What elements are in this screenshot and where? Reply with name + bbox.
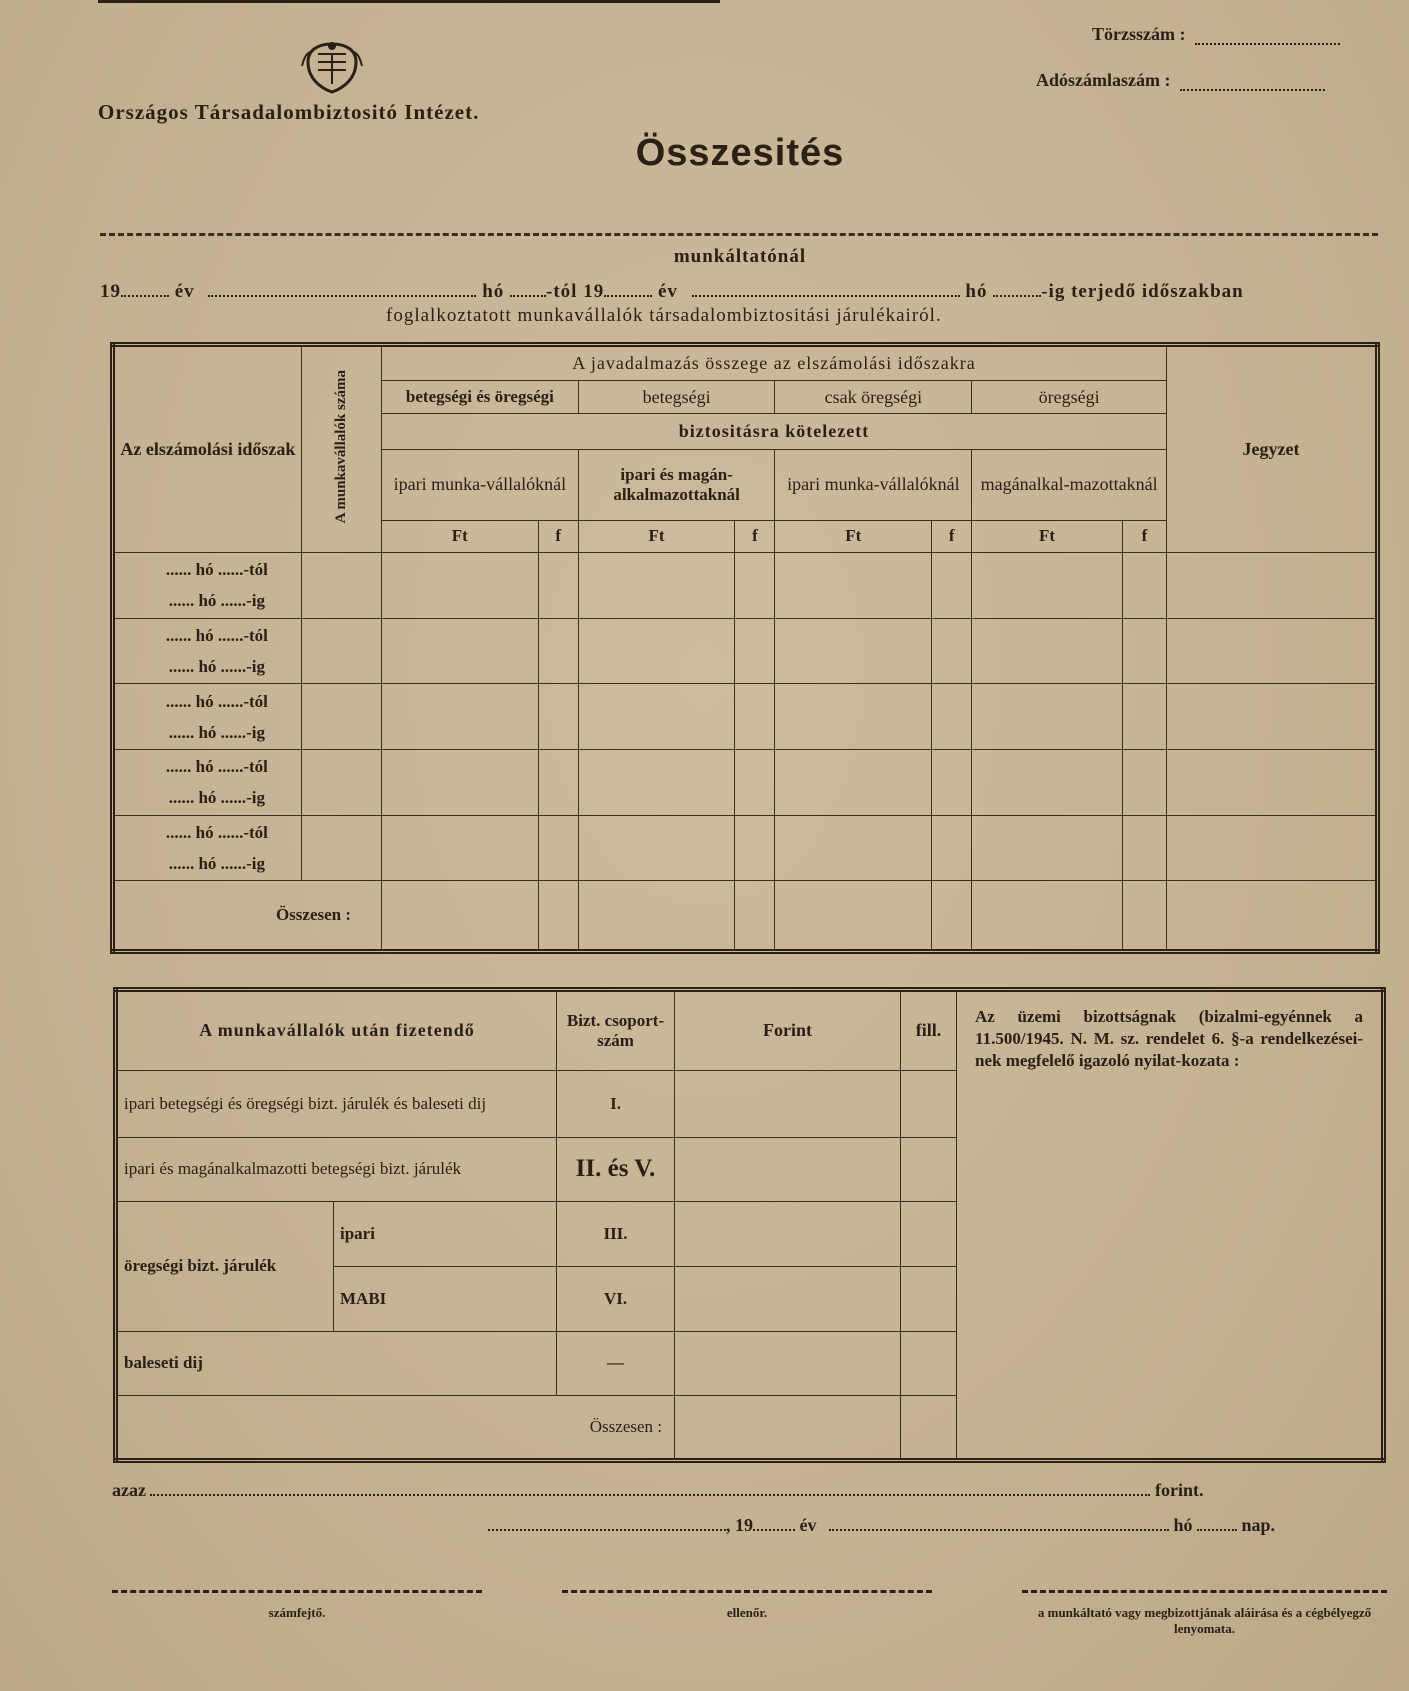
cell[interactable] xyxy=(578,553,735,619)
row-label: ipari és magánalkalmazotti betegségi bizt. járulék xyxy=(116,1137,557,1202)
cell[interactable] xyxy=(382,815,539,881)
sub-row-label: MABI xyxy=(334,1266,557,1331)
fill-cell[interactable] xyxy=(901,1202,957,1267)
col-industrial-workers-2: ipari munka-vállalóknál xyxy=(775,450,972,521)
year-prefix-2: 19 xyxy=(583,281,605,302)
forint-label: forint. xyxy=(1154,1480,1204,1500)
month-to-blank[interactable] xyxy=(692,283,960,297)
cell[interactable] xyxy=(382,684,539,750)
tax-account-label: Adószámlaszám : xyxy=(1036,70,1171,90)
cell[interactable] xyxy=(1122,618,1166,684)
col-note-header: Jegyzet xyxy=(1167,345,1378,553)
institute-name: Országos Társadalombiztositó Intézet. xyxy=(98,100,480,124)
ho-label: hó xyxy=(482,281,505,302)
employer-label: munkáltatónál xyxy=(673,246,807,267)
amount-in-words-blank[interactable] xyxy=(150,1482,1150,1496)
group-number: II. és V. xyxy=(557,1137,675,1202)
cell[interactable] xyxy=(735,815,775,881)
row-label: öregségi bizt. járulék xyxy=(116,1202,334,1331)
forint-cell[interactable] xyxy=(675,1202,901,1267)
period-line xyxy=(100,281,1380,303)
tax-account-line[interactable] xyxy=(1180,89,1325,91)
registry-number-field[interactable] xyxy=(1092,24,1340,45)
col-industrial-private: ipari és magán-alkalmazottaknál xyxy=(578,450,775,521)
cell[interactable] xyxy=(735,553,775,619)
signature-label: számfejtő. xyxy=(268,1605,326,1620)
remuneration-table xyxy=(110,342,1380,954)
f-header-3: f xyxy=(932,520,972,552)
total-fill-cell[interactable] xyxy=(901,1396,957,1461)
total-cell[interactable] xyxy=(972,881,1123,952)
cell[interactable] xyxy=(775,815,932,881)
total-cell[interactable] xyxy=(1167,881,1378,952)
total-row xyxy=(113,881,1378,952)
contribution-table xyxy=(113,987,1386,1463)
table-row xyxy=(113,815,1378,881)
year-to-blank[interactable] xyxy=(604,283,652,297)
group-number: I. xyxy=(557,1070,675,1137)
cell[interactable] xyxy=(538,618,578,684)
col-workers-label: A munkavállalók száma xyxy=(333,370,350,524)
fill-cell[interactable] xyxy=(901,1331,957,1396)
cell[interactable] xyxy=(972,815,1123,881)
cell[interactable] xyxy=(972,749,1123,815)
cell[interactable] xyxy=(932,749,972,815)
tax-account-field[interactable] xyxy=(1036,70,1325,91)
table-row xyxy=(113,749,1378,815)
sub-header-1: betegségi és öregségi xyxy=(382,381,579,413)
period-from: ...... hó ......-tól xyxy=(165,560,268,580)
total-cell[interactable] xyxy=(932,881,972,952)
sub-header-3: csak öregségi xyxy=(775,381,972,413)
cell[interactable] xyxy=(735,618,775,684)
ev-label-2: év xyxy=(657,281,678,302)
cell[interactable] xyxy=(1167,684,1378,750)
period-from: ...... hó ......-tól xyxy=(165,691,268,711)
fill-cell[interactable] xyxy=(901,1137,957,1202)
cell[interactable] xyxy=(301,815,381,881)
ft-header-1: Ft xyxy=(382,520,539,552)
table-row xyxy=(113,684,1378,750)
period-to: ...... hó ......-ig xyxy=(168,788,266,808)
forint-header: Forint xyxy=(675,990,901,1071)
group-number: III. xyxy=(557,1202,675,1267)
cell[interactable] xyxy=(578,618,735,684)
cell[interactable] xyxy=(1167,553,1378,619)
row-label: ipari betegségi és öregségi bizt. járulék és baleseti dij xyxy=(116,1070,557,1137)
cell[interactable] xyxy=(972,553,1123,619)
signature-payroll-clerk[interactable] xyxy=(112,1590,482,1621)
top-rule xyxy=(98,0,720,3)
fill-header: fill. xyxy=(901,990,957,1071)
ig-label: -ig terjedő időszakban xyxy=(1041,281,1244,302)
registry-number-line[interactable] xyxy=(1195,43,1340,45)
period-cell[interactable] xyxy=(113,618,302,684)
period-to: ...... hó ......-ig xyxy=(168,853,266,873)
cell[interactable] xyxy=(301,553,381,619)
col-private-employees: magánalkal-mazottaknál xyxy=(972,450,1167,521)
works-council-declaration[interactable]: Az üzemi bizottságnak (bizalmi-egyénnek a 11.500/1945. N. M. sz. rendelet 6. §-a rendelkezései-nek megfelelő igazoló nyilat-kozata : xyxy=(957,990,1384,1461)
group-number-header: Bizt. csoport-szám xyxy=(557,990,675,1071)
cell[interactable] xyxy=(1167,749,1378,815)
ho-label: hó xyxy=(1173,1515,1193,1535)
cell[interactable] xyxy=(1122,815,1166,881)
total-cell[interactable] xyxy=(382,881,539,952)
signature-controller[interactable] xyxy=(562,1590,932,1621)
cell[interactable] xyxy=(578,815,735,881)
place-blank[interactable] xyxy=(488,1517,726,1531)
azaz-label: azaz xyxy=(112,1480,146,1500)
cell[interactable] xyxy=(382,749,539,815)
ft-header-3: Ft xyxy=(775,520,932,552)
day-from-blank[interactable] xyxy=(510,283,546,297)
cell[interactable] xyxy=(932,684,972,750)
period-cell[interactable] xyxy=(113,815,302,881)
forint-cell[interactable] xyxy=(675,1137,901,1202)
total-cell[interactable] xyxy=(775,881,932,952)
period-from: ...... hó ......-tól xyxy=(165,822,268,842)
registry-number-label: Törzsszám : xyxy=(1092,24,1186,44)
amount-in-words-line xyxy=(112,1480,1203,1501)
period-from: ...... hó ......-tól xyxy=(165,625,268,645)
employer-name-line[interactable] xyxy=(100,233,1378,236)
total-label: Összesen : xyxy=(116,1396,675,1461)
f-header-2: f xyxy=(735,520,775,552)
cell[interactable] xyxy=(972,684,1123,750)
cell[interactable] xyxy=(382,618,539,684)
fill-cell[interactable] xyxy=(901,1070,957,1137)
tol-label: -tól xyxy=(546,281,578,302)
signature-line xyxy=(112,1590,482,1593)
cell[interactable] xyxy=(1167,618,1378,684)
cell[interactable] xyxy=(301,684,381,750)
col-workers-header xyxy=(301,345,381,553)
date-line: , 19 év hó nap. xyxy=(488,1515,1275,1536)
cell[interactable] xyxy=(538,553,578,619)
year-blank[interactable] xyxy=(753,1517,795,1531)
forint-cell[interactable] xyxy=(675,1070,901,1137)
nap-label: nap. xyxy=(1241,1515,1276,1535)
cell[interactable] xyxy=(578,749,735,815)
cell[interactable] xyxy=(775,684,932,750)
period-cell[interactable] xyxy=(113,749,302,815)
month-blank[interactable] xyxy=(829,1517,1169,1531)
cell[interactable] xyxy=(1122,749,1166,815)
cell[interactable] xyxy=(301,749,381,815)
signature-line xyxy=(562,1590,932,1593)
cell[interactable] xyxy=(932,618,972,684)
page-title: Összesités xyxy=(635,132,845,174)
signature-label: a munkáltató vagy megbizottjának aláirása és a cégbélyegző lenyomata. xyxy=(1037,1605,1372,1636)
period-to: ...... hó ......-ig xyxy=(168,722,266,742)
cell[interactable] xyxy=(538,684,578,750)
cell[interactable] xyxy=(1167,815,1378,881)
total-forint-cell[interactable] xyxy=(675,1396,901,1461)
cell[interactable] xyxy=(578,684,735,750)
signature-label: ellenőr. xyxy=(726,1605,768,1620)
ev-label: év xyxy=(174,281,195,302)
year-prefix: 19 xyxy=(735,1515,753,1535)
cell[interactable] xyxy=(301,618,381,684)
cell[interactable] xyxy=(1122,553,1166,619)
fill-cell[interactable] xyxy=(901,1266,957,1331)
signature-line xyxy=(1022,1590,1387,1593)
period-to: ...... hó ......-ig xyxy=(168,591,266,611)
year-prefix: 19 xyxy=(100,281,121,302)
table-row xyxy=(113,618,1378,684)
total-cell[interactable] xyxy=(735,881,775,952)
day-blank[interactable] xyxy=(1197,1517,1237,1531)
total-cell[interactable] xyxy=(1122,881,1166,952)
signature-employer[interactable] xyxy=(1022,1590,1387,1637)
insured-header: biztositásra kötelezett xyxy=(382,413,1167,449)
period-line-2: foglalkoztatott munkavállalók társadalombiztositási járulékairól. xyxy=(386,305,942,326)
total-label: Összesen : xyxy=(113,881,382,952)
period-from: ...... hó ......-tól xyxy=(165,757,268,777)
col-industrial-workers: ipari munka-vállalóknál xyxy=(382,450,579,521)
ev-label: év xyxy=(799,1515,817,1535)
sub-header-2: betegségi xyxy=(578,381,775,413)
payable-header: A munkavállalók után fizetendő xyxy=(116,990,557,1071)
forint-cell[interactable] xyxy=(675,1266,901,1331)
total-cell[interactable] xyxy=(538,881,578,952)
cell[interactable] xyxy=(538,749,578,815)
f-header-1: f xyxy=(538,520,578,552)
ft-header-2: Ft xyxy=(578,520,735,552)
forint-cell[interactable] xyxy=(675,1331,901,1396)
remuneration-group-header: A javadalmazás összege az elszámolási időszakra xyxy=(382,345,1167,381)
table-row xyxy=(113,553,1378,619)
cell[interactable] xyxy=(775,749,932,815)
period-to: ...... hó ......-ig xyxy=(168,656,266,676)
period-cell[interactable] xyxy=(113,553,302,619)
cell[interactable] xyxy=(775,618,932,684)
cell[interactable] xyxy=(972,618,1123,684)
sub-row-label: ipari xyxy=(334,1202,557,1267)
period-cell[interactable] xyxy=(113,684,302,750)
group-number: — xyxy=(557,1331,675,1396)
cell[interactable] xyxy=(735,684,775,750)
cell[interactable] xyxy=(735,749,775,815)
sub-header-4: öregségi xyxy=(972,381,1167,413)
month-blank[interactable] xyxy=(208,283,476,297)
row-label: baleseti dij xyxy=(116,1331,557,1396)
cell[interactable] xyxy=(775,553,932,619)
day-to-blank[interactable] xyxy=(993,283,1041,297)
cell[interactable] xyxy=(382,553,539,619)
year-blank[interactable] xyxy=(121,283,169,297)
col-period-header: Az elszámolási időszak xyxy=(113,345,302,553)
cell[interactable] xyxy=(538,815,578,881)
group-number: VI. xyxy=(557,1266,675,1331)
ho-label-2: hó xyxy=(965,281,988,302)
cell[interactable] xyxy=(932,815,972,881)
ft-header-4: Ft xyxy=(972,520,1123,552)
total-cell[interactable] xyxy=(578,881,735,952)
f-header-4: f xyxy=(1122,520,1166,552)
cell[interactable] xyxy=(932,553,972,619)
cell[interactable] xyxy=(1122,684,1166,750)
coat-of-arms-icon xyxy=(298,40,366,96)
